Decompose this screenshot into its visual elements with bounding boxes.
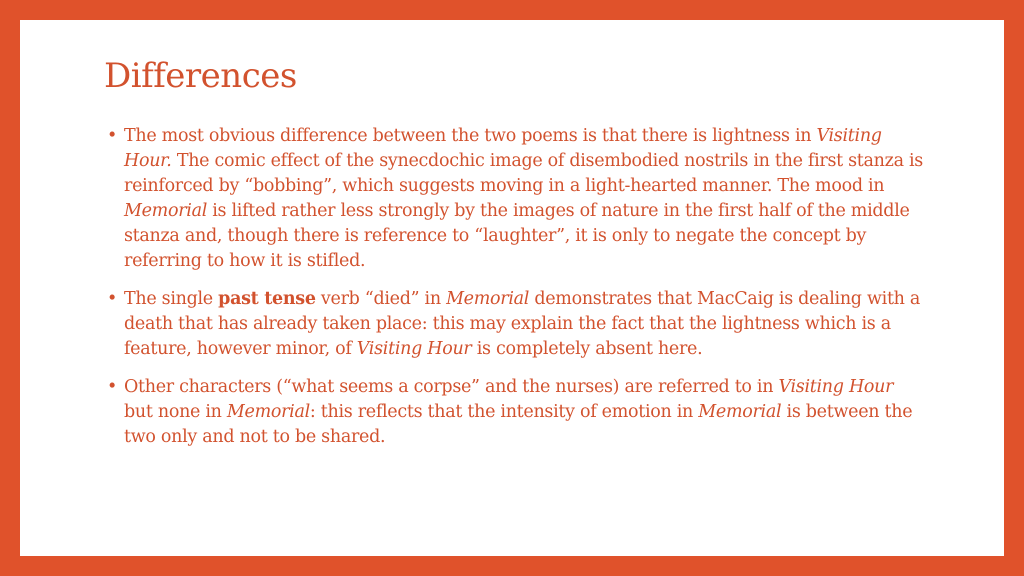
bullet-text-segment: Other characters (“what seems a corpse” and the nurses) are referred to in <box>124 377 779 397</box>
bullet-text-segment: : this reflects that the intensity of emotion in <box>309 402 699 422</box>
bullet-dot-icon: • <box>107 377 118 397</box>
bullet-item <box>104 287 924 362</box>
bullet-text-italic: Memorial <box>124 201 207 221</box>
bullet-text-italic: Memorial <box>226 402 310 422</box>
bullet-text-segment: verb “died” in <box>315 289 447 309</box>
bullet-text-segment: is completely absent here. <box>471 339 703 359</box>
bullet-text-segment: demonstrates that MacCaig is dealing with a death that has already taken place: this may explain the fact that the lightness which is a feature, however minor, of <box>124 289 921 359</box>
bullet-list <box>104 124 924 463</box>
bullet-text-italic: Visiting Hour <box>356 339 472 359</box>
bullet-text-segment: The single <box>124 289 219 309</box>
bullet-text-italic: Memorial <box>698 402 782 422</box>
bullet-text-italic: Memorial <box>446 289 530 309</box>
bullet-item <box>104 375 924 450</box>
bullet-item <box>104 124 924 274</box>
slide-title: Differences <box>104 56 297 96</box>
bullet-text-segment: but none in <box>124 402 227 422</box>
slide-canvas <box>20 20 1004 556</box>
bullet-text-segment: The most obvious difference between the two poems is that there is lightness in <box>124 126 817 146</box>
bullet-dot-icon: • <box>107 289 118 309</box>
bullet-text-segment: is between the two only and not to be shared. <box>124 402 913 447</box>
bullet-text-segment: The comic effect of the synecdochic image of disembodied nostrils in the first stanza is reinforced by “bobbing”, which suggests moving in a light-hearted manner. The mood in <box>124 151 923 196</box>
bullet-text-segment: is lifted rather less strongly by the images of nature in the first half of the middle stanza and, though there is reference to “laughter”, it is only to negate the concept by referring to how it is stifled. <box>124 201 910 271</box>
bullet-text-italic: Visiting Hour. <box>124 126 882 171</box>
bullet-text-italic: Visiting Hour <box>778 377 894 397</box>
bullet-dot-icon: • <box>107 126 118 146</box>
bullet-text-highlight: past tense <box>218 289 316 309</box>
